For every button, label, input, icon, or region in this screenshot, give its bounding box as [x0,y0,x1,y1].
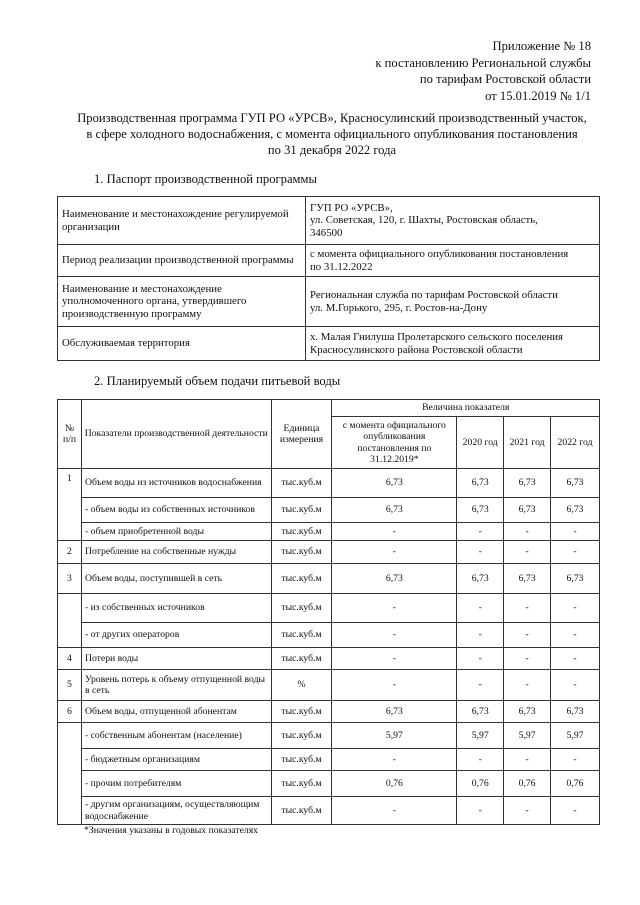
passport-row [58,327,600,361]
table-row [58,723,600,749]
passport-label: Обслуживаемая территория [58,327,306,361]
row-unit: тыс.куб.м [271,723,332,749]
header-row [58,400,600,417]
row-value: 5,97 [332,723,457,749]
row-value: - [551,623,600,648]
row-value: - [332,670,457,701]
row-value: 0,76 [457,771,504,797]
row-value: - [332,523,457,541]
passport-row [58,197,600,245]
row-value: - [551,670,600,701]
row-unit: тыс.куб.м [271,564,332,594]
row-value: - [551,797,600,825]
row-value: 6,73 [457,564,504,594]
row-unit: тыс.куб.м [271,541,332,564]
row-value: - [504,594,551,623]
header-value-group: Величина показателя [332,400,600,417]
row-unit: тыс.куб.м [271,623,332,648]
header-col-first: с момента официального опубликования постановления по 31.12.2019* [332,417,457,469]
row-unit: тыс.куб.м [271,701,332,723]
row-unit: тыс.куб.м [271,469,332,498]
header-indicator: Показатели производственной деятельности [81,400,271,469]
row-num [58,723,82,825]
row-value: 5,97 [551,723,600,749]
row-indicator: - собственным абонентам (население) [81,723,271,749]
table-row [58,564,600,594]
table-row [58,771,600,797]
row-value: - [551,749,600,771]
section-1-heading: 1. Паспорт производственной программы [94,172,317,186]
row-value: 0,76 [504,771,551,797]
row-value: - [504,670,551,701]
header-unit: Единица измерения [271,400,332,469]
row-value: 6,73 [551,701,600,723]
row-value: 6,73 [504,564,551,594]
row-unit: тыс.куб.м [271,771,332,797]
passport-value-line: с момента официального опубликования постановления [310,248,569,260]
row-num: 2 [58,541,82,564]
row-num: 3 [58,564,82,594]
title-line-1: Производственная программа ГУП РО «УРСВ», Красносулинский производственный участок, [77,111,587,125]
row-unit: тыс.куб.м [271,749,332,771]
table-row [58,541,600,564]
row-value: - [551,648,600,670]
header-line-2: к постановлению Региональной службы [375,55,591,70]
row-value: - [332,623,457,648]
row-value: - [332,648,457,670]
header-col-2021: 2021 год [504,417,551,469]
row-value: 6,73 [504,498,551,523]
row-value: - [457,670,504,701]
row-value: 6,73 [457,701,504,723]
row-indicator: - прочим потребителям [81,771,271,797]
row-indicator: - из собственных источников [81,594,271,623]
header-line-1: Приложение № 18 [492,39,591,53]
row-value: 6,73 [332,564,457,594]
row-num: 1 [58,469,82,541]
row-value: - [332,749,457,771]
row-value: 6,73 [551,564,600,594]
table-row [58,594,600,623]
document-header [375,38,591,104]
passport-value [306,327,600,361]
passport-row [58,245,600,277]
row-indicator: - другим организациям, осуществляющим водоснабжение [81,797,271,825]
passport-value [306,277,600,327]
row-value: 6,73 [551,498,600,523]
row-value: - [457,648,504,670]
passport-label: Наименование и местонахождение уполномоченного органа, утвердившего производственную программу [58,277,306,327]
row-indicator: Объем воды, отпущенной абонентам [81,701,271,723]
row-indicator: - объем приобретенной воды [81,523,271,541]
footnote: *Значения указаны в годовых показателях [84,825,258,836]
row-value: 5,97 [457,723,504,749]
row-unit: тыс.куб.м [271,594,332,623]
row-value: 6,73 [551,469,600,498]
row-value: - [457,749,504,771]
row-num [58,594,82,648]
passport-label: Период реализации производственной программы [58,245,306,277]
row-value: 6,73 [504,469,551,498]
row-value: 6,73 [504,701,551,723]
table-row [58,498,600,523]
table-row [58,623,600,648]
passport-value-line: по 31.12.2022 [310,260,373,273]
row-num: 4 [58,648,82,670]
table-row [58,469,600,498]
row-value: - [551,541,600,564]
row-value: - [457,523,504,541]
row-value: - [332,797,457,825]
title-line-3: по 31 декабря 2022 года [267,143,397,157]
passport-value [306,245,600,277]
row-value: - [457,541,504,564]
row-value: - [332,541,457,564]
row-indicator: Потребление на собственные нужды [81,541,271,564]
row-unit: тыс.куб.м [271,797,332,825]
row-value: - [504,648,551,670]
title-line-2: в сфере холодного водоснабжения, с момента официального опубликования постановления [86,127,578,141]
header-num: № п/п [58,400,82,469]
row-unit: % [271,670,332,701]
row-unit: тыс.куб.м [271,498,332,523]
row-value: 6,73 [332,469,457,498]
section-2-heading: 2. Планируемый объем подачи питьевой воды [94,374,341,388]
table-row [58,701,600,723]
table-row [58,648,600,670]
row-indicator: - объем воды из собственных источников [81,498,271,523]
row-indicator: Объем воды, поступившей в сеть [81,564,271,594]
passport-table [57,196,600,361]
row-value: 5,97 [504,723,551,749]
document-title [58,110,606,158]
row-value: - [332,594,457,623]
row-value: 6,73 [332,701,457,723]
row-value: - [457,797,504,825]
header-col-2022: 2022 год [551,417,600,469]
header-line-3: по тарифам Ростовской области [419,72,591,86]
row-indicator: Уровень потерь к объему отпущенной воды в сеть [81,670,271,701]
row-num: 5 [58,670,82,701]
row-value: 6,73 [457,469,504,498]
row-unit: тыс.куб.м [271,523,332,541]
header-col-2020: 2020 год [457,417,504,469]
row-value: - [504,623,551,648]
passport-value-line: х. Малая Гнилуша Пролетарского сельского поселения [310,331,563,344]
table-row [58,670,600,701]
row-value: - [504,523,551,541]
row-indicator: Потери воды [81,648,271,670]
passport-value [306,197,600,245]
row-indicator: - от других операторов [81,623,271,648]
row-unit: тыс.куб.м [271,648,332,670]
passport-value-line: Региональная служба по тарифам Ростовской области [310,289,558,302]
row-value: - [504,749,551,771]
row-indicator: Объем воды из источников водоснабжения [81,469,271,498]
header-line-4: от 15.01.2019 № 1/1 [485,88,591,103]
row-value: - [551,523,600,541]
table-row [58,797,600,825]
passport-value-line: Красносулинского района Ростовской области [310,343,523,356]
passport-row [58,277,600,327]
row-value: - [457,623,504,648]
row-value: 0,76 [551,771,600,797]
passport-value-line: ГУП РО «УРСВ», [310,201,393,214]
row-value: 0,76 [332,771,457,797]
row-value: 6,73 [457,498,504,523]
row-value: - [551,594,600,623]
row-num: 6 [58,701,82,723]
row-indicator: - бюджетным организациям [81,749,271,771]
row-value: - [457,594,504,623]
passport-label: Наименование и местонахождение регулируемой организации [58,197,306,245]
passport-value-line: ул. М.Горького, 295, г. Ростов-на-Дону [310,301,488,314]
table-row [58,523,600,541]
row-value: - [504,797,551,825]
passport-value-line: 346500 [310,226,343,239]
passport-value-line: ул. Советская, 120, г. Шахты, Ростовская область, [310,214,538,227]
table-row [58,749,600,771]
row-value: - [504,541,551,564]
row-value: 6,73 [332,498,457,523]
volume-table [57,399,600,825]
